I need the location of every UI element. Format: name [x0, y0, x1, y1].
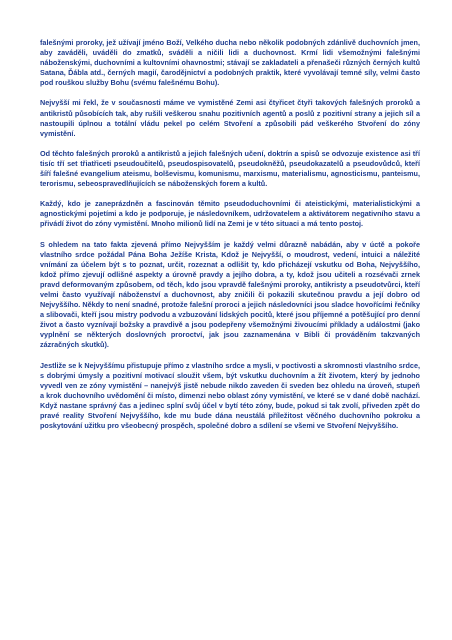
paragraph-6: Jestliže se k Nejvyššímu přistupuje přímo z vlastního srdce a mysli, v poctivosti a skromnosti vlastního srdce, s dobrými úmysly a pozitivní motivací sloužit všem, být vskutku duchovním a žít životem, který by jednoho vyvedl ven ze zóny vymistění – nanejvýš jistě nebude nikdo zaveden či sveden bez ohledu na úroveň, stupeň a krok duchovního uvědomění či místo, dimenzi nebo oblast zóny vymistění, ve které se v dané době nachází. Když nastane správný čas a jedinec splní svůj účel v bytí této zóny, bude, pokud si tak zvolí, přiveden zpět do pravé reality Stvoření Nejvyššího, kde mu bude dána neustálá příležitost věčného duchovního pokroku a poskytování užitku pro všeobecný prospěch, společné dobro a sdílení se všemi ve Stvoření Nejvyššího.: [40, 360, 420, 431]
paragraph-4: Každý, kdo je zaneprázdněn a fascinován těmito pseudoduchovními či ateistickými, materialistickými a agnostickými pojetími a kdo je podporuje, je následovníkem, udržovatelem a aktivátorem negativního stavu a přivádí život do zóny vymistění. Mnoho milionů lidí na Zemi je v této situaci a má tento postoj.: [40, 199, 420, 229]
document-page: [40, 38, 420, 431]
paragraph-5: S ohledem na tato fakta zjevená přímo Nejvyšším je každý velmi důrazně nabádán, aby v úctě a pokoře vlastního srdce požádal Pána Boha Ježíše Krista, Kdož je Nejvyšší, o moudrost, vedení, intuici a náležité vnímání za účelem být s to poznat, určit, rozeznat a odlišit ty, kdo přicházejí vskutku od Boha, Nejvyššího, kdož přímo zjevují odlišné aspekty a úrovně pravdy a jejího dobra, a ty, kdož jsou učiteli a rozsévači zrnek pravd deformovaným způsobem, od těch, kdo jsou vpravdě falešnými proroky, antikristy a pseudotvůrci, kteří velmi často využívají náboženství a duchovnost, aby zničili či pokazili skutečnou pravdu a její dobro od Nejvyššího. Někdy to není snadné, protože falešní proroci a jejich následovníci jsou sladce hovořícími řečníky a slibovači, kteří jsou mistry podvodu a vzbuzování lidských pocitů, které jsou příjemné a potěšující pro denní život a často vyznívají božsky a pravdivě a jsou podepřeny všemožnými živoucími příklady a událostmi (jako vyplnění se některých doslovných proroctví, jak jsou zaznamenána v Bibli či prováděním takzvaných zázračných skutků).: [40, 239, 420, 350]
paragraph-1: falešnými proroky, jež užívají jméno Boží, Velkého ducha nebo několik podobných zdánlivě duchovních jmen, aby zaváděli, uváděli do zmatků, sváděli a ničili lidi a duchovnost. Krmí lidi všemožnými falešnými náboženskými, duchovními a kultovními ohavnostmi; stávají se zakladateli a přenašeči různých černých kultů Satana, Ďábla atd., černých magií, čarodějnictví a podobných praktik, které vyvolávají temné síly, velmi často pod rouškou služby Bohu (svému falešnému Bohu).: [40, 38, 420, 88]
paragraph-2: Nejvyšší mi řekl, že v současnosti máme ve vymistěné Zemi asi čtyřicet čtyři takových falešných proroků a antikristů působících tak, aby rušili veškerou snahu pozitivních agentů a poslů z pozitivní strany a jejich síl a nastoupili úplnou a totální vládu pekel po celém Stvoření a způsobili pád veškerého Stvoření do zóny vymistění.: [40, 98, 420, 138]
paragraph-3: Od těchto falešných proroků a antikristů a jejich falešných učení, doktrín a spisů se odvozuje existence asi tří tisíc tří set třiatřiceti pseudoučitelů, pseudospisovatelů, pseudokněžů, pseudokazatelů a pseudovůdců, kteří šíří falešné evangelium ateismu, bolševismu, komunismu, marxismu, materialismu, agnosticismu, panteismu, terorismu, sebeospravedlňujících se náboženských forem a kultů.: [40, 148, 420, 189]
